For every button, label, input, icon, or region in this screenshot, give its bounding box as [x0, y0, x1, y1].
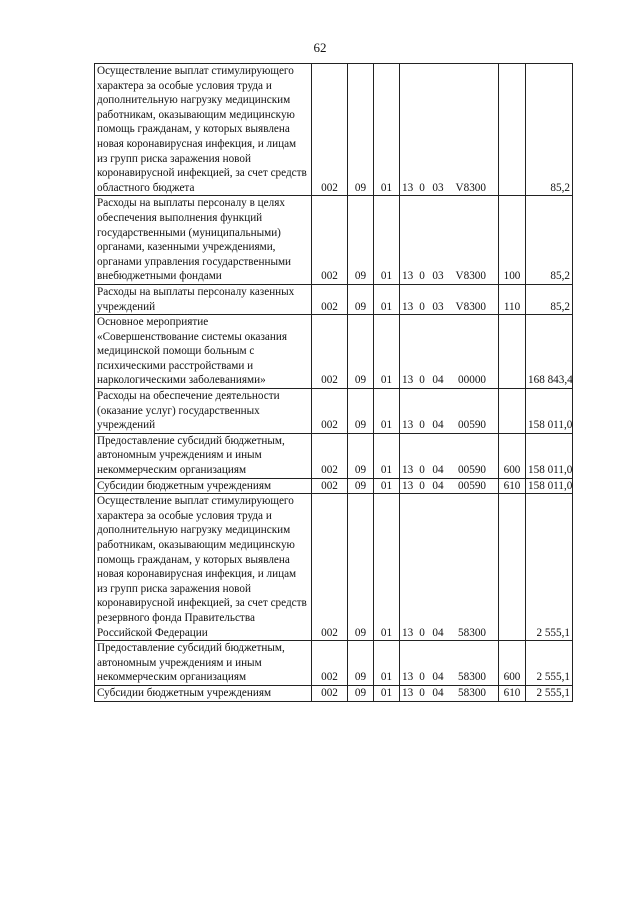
ministry-code: 002 [312, 64, 348, 196]
program-code [400, 641, 499, 686]
program-code-part: 13 [402, 464, 414, 477]
program-code-part: 00590 [458, 464, 486, 477]
amount: 2 555,1 [526, 641, 573, 686]
program-code-part: 0 [419, 671, 425, 684]
program-code [400, 478, 499, 494]
program-code [400, 196, 499, 285]
ministry-code: 002 [312, 315, 348, 389]
expense-type-code: 600 [499, 641, 526, 686]
expense-type-code [499, 64, 526, 196]
program-code-part: 04 [432, 479, 444, 492]
ministry-code: 002 [312, 284, 348, 314]
row-name: Расходы на выплаты персоналу в целях обеспечения выполнения функций государственными (муниципальными) органами, казенными учреждениями, органами управления государственными внебюджетными фондами [95, 196, 312, 285]
program-code-part: 0 [419, 374, 425, 387]
section-code: 09 [348, 478, 374, 494]
program-code-part: 13 [402, 374, 414, 387]
program-code [400, 284, 499, 314]
budget-table [94, 63, 573, 702]
section-code: 09 [348, 315, 374, 389]
section-code: 09 [348, 284, 374, 314]
subsection-code: 01 [374, 315, 400, 389]
amount: 85,2 [526, 196, 573, 285]
section-code: 09 [348, 433, 374, 478]
program-code [400, 389, 499, 434]
program-code-part: 58300 [458, 626, 486, 639]
program-code [400, 64, 499, 196]
table-row [95, 478, 573, 494]
program-code [400, 315, 499, 389]
expense-type-code [499, 315, 526, 389]
ministry-code: 002 [312, 196, 348, 285]
subsection-code: 01 [374, 641, 400, 686]
program-code-part: 0 [419, 181, 425, 194]
program-code-part: 04 [432, 419, 444, 432]
program-code-part: 13 [402, 479, 414, 492]
table-row [95, 685, 573, 701]
row-name: Основное мероприятие «Совершенствование системы оказания медицинской помощи больным с психическими расстройствами и наркологическими заболеваниями» [95, 315, 312, 389]
ministry-code: 002 [312, 433, 348, 478]
program-code-part: 00000 [458, 374, 486, 387]
section-code: 09 [348, 494, 374, 641]
page-number: 62 [313, 40, 327, 55]
expense-type-code: 610 [499, 685, 526, 701]
expense-type-code: 600 [499, 433, 526, 478]
program-code-part: 13 [402, 419, 414, 432]
subsection-code: 01 [374, 478, 400, 494]
table-row [95, 196, 573, 285]
program-code-part: 0 [419, 464, 425, 477]
row-name: Субсидии бюджетным учреждениям [95, 478, 312, 494]
expense-type-code: 610 [499, 478, 526, 494]
row-name: Предоставление субсидий бюджетным, автономным учреждениям и иным некоммерческим организациям [95, 641, 312, 686]
program-code-part: 00590 [458, 419, 486, 432]
amount: 158 011,0 [526, 389, 573, 434]
subsection-code: 01 [374, 64, 400, 196]
program-code-part: 13 [402, 181, 414, 194]
row-name: Расходы на обеспечение деятельности (оказание услуг) государственных учреждений [95, 389, 312, 434]
program-code-part: V8300 [455, 300, 486, 313]
program-code-part: 0 [419, 479, 425, 492]
subsection-code: 01 [374, 494, 400, 641]
table-row [95, 433, 573, 478]
subsection-code: 01 [374, 433, 400, 478]
subsection-code: 01 [374, 284, 400, 314]
table-row [95, 64, 573, 196]
program-code [400, 685, 499, 701]
table-row [95, 494, 573, 641]
expense-type-code: 100 [499, 196, 526, 285]
program-code-part: 03 [432, 181, 444, 194]
section-code: 09 [348, 685, 374, 701]
program-code-part: 00590 [458, 479, 486, 492]
program-code-part: 13 [402, 270, 414, 283]
program-code-part: 13 [402, 626, 414, 639]
amount: 85,2 [526, 284, 573, 314]
section-code: 09 [348, 64, 374, 196]
expense-type-code: 110 [499, 284, 526, 314]
section-code: 09 [348, 389, 374, 434]
expense-type-code [499, 389, 526, 434]
row-name: Осуществление выплат стимулирующего характера за особые условия труда и дополнительную нагрузку медицинским работникам, оказывающим медицинскую помощь гражданам, у которых выявлена новая коронавирусная инфекция, и лицам из групп риска заражения новой коронавирусной инфекцией, за счет средств областного бюджета [95, 64, 312, 196]
program-code-part: 04 [432, 374, 444, 387]
program-code-part: 0 [419, 270, 425, 283]
table-row [95, 315, 573, 389]
ministry-code: 002 [312, 641, 348, 686]
program-code-part: 0 [419, 419, 425, 432]
program-code-part: 58300 [458, 686, 486, 699]
amount: 2 555,1 [526, 685, 573, 701]
program-code-part: 0 [419, 300, 425, 313]
program-code-part: 03 [432, 300, 444, 313]
ministry-code: 002 [312, 494, 348, 641]
program-code-part: 0 [419, 686, 425, 699]
amount: 2 555,1 [526, 494, 573, 641]
section-code: 09 [348, 196, 374, 285]
table-row [95, 389, 573, 434]
program-code-part: 04 [432, 464, 444, 477]
row-name: Осуществление выплат стимулирующего характера за особые условия труда и дополнительную нагрузку медицинским работникам, оказывающим медицинскую помощь гражданам, у которых выявлена новая коронавирусная инфекция, и лицам из групп риска заражения новой коронавирусной инфекцией, за счет средств резервного фонда Правительства Российской Федерации [95, 494, 312, 641]
program-code-part: 13 [402, 671, 414, 684]
program-code-part: 0 [419, 626, 425, 639]
row-name: Субсидии бюджетным учреждениям [95, 685, 312, 701]
amount: 168 843,4 [526, 315, 573, 389]
program-code [400, 494, 499, 641]
program-code-part: 58300 [458, 671, 486, 684]
program-code [400, 433, 499, 478]
program-code-part: 13 [402, 300, 414, 313]
subsection-code: 01 [374, 196, 400, 285]
program-code-part: 04 [432, 686, 444, 699]
program-code-part: 13 [402, 686, 414, 699]
ministry-code: 002 [312, 389, 348, 434]
amount: 158 011,0 [526, 478, 573, 494]
row-name: Предоставление субсидий бюджетным, автономным учреждениям и иным некоммерческим организациям [95, 433, 312, 478]
amount: 158 011,0 [526, 433, 573, 478]
program-code-part: 04 [432, 671, 444, 684]
program-code-part: 04 [432, 626, 444, 639]
amount: 85,2 [526, 64, 573, 196]
program-code-part: V8300 [455, 181, 486, 194]
program-code-part: 03 [432, 270, 444, 283]
ministry-code: 002 [312, 685, 348, 701]
table-row [95, 284, 573, 314]
subsection-code: 01 [374, 685, 400, 701]
subsection-code: 01 [374, 389, 400, 434]
program-code-part: V8300 [455, 270, 486, 283]
row-name: Расходы на выплаты персоналу казенных учреждений [95, 284, 312, 314]
section-code: 09 [348, 641, 374, 686]
table-row [95, 641, 573, 686]
expense-type-code [499, 494, 526, 641]
ministry-code: 002 [312, 478, 348, 494]
